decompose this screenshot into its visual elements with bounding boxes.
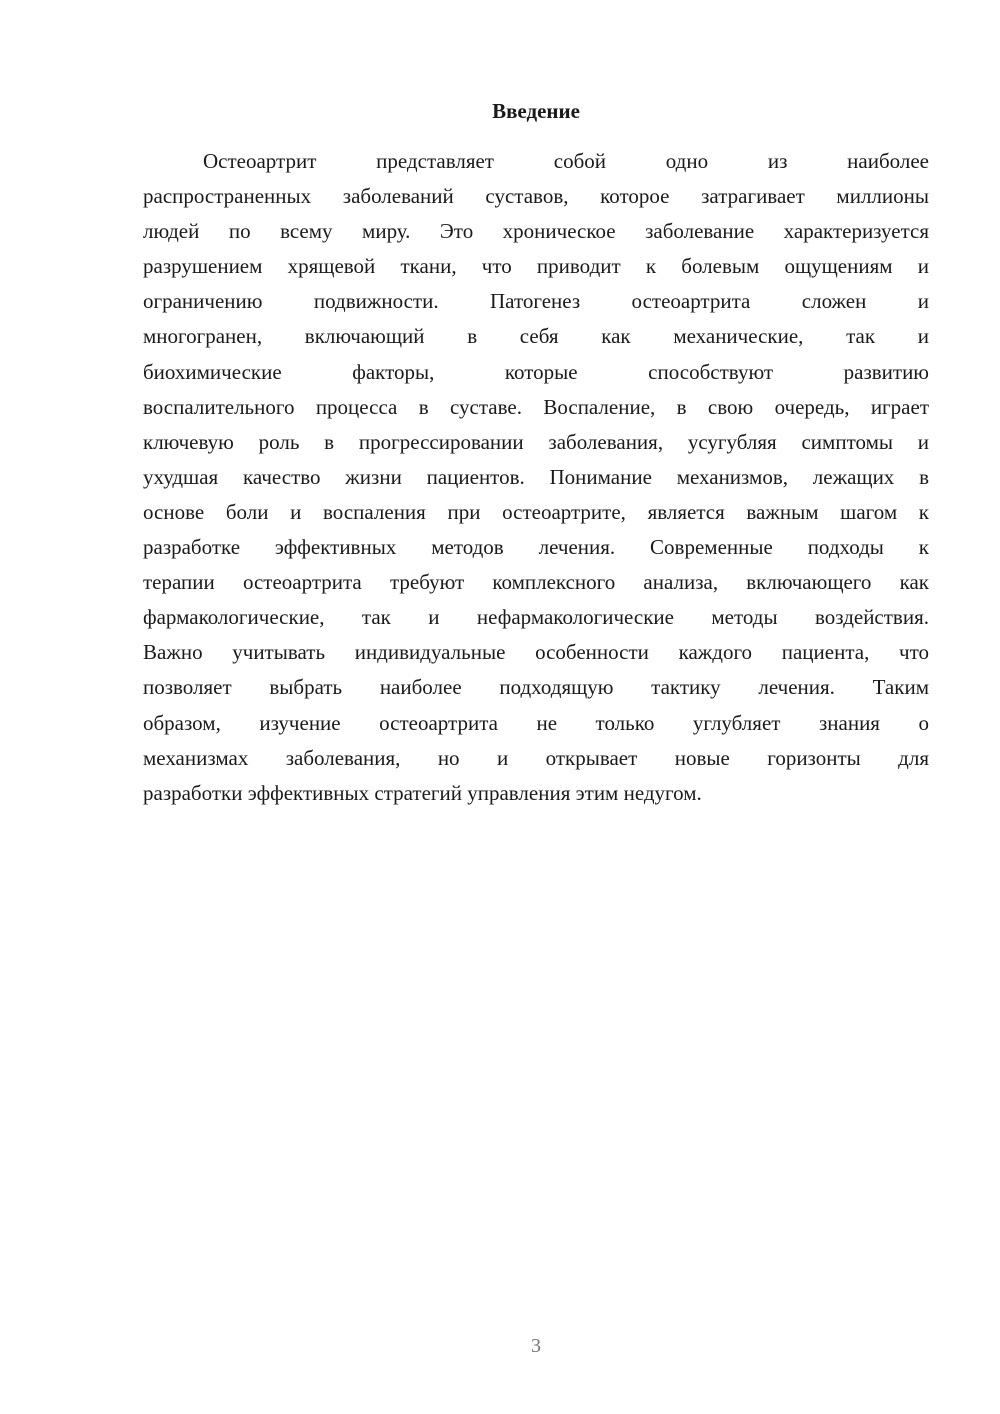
paragraph-line: основе боли и воспаления при остеоартрите, является важным шагом к bbox=[143, 499, 929, 524]
paragraph-line: разрушением хрящевой ткани, что приводит к болевым ощущениям и bbox=[143, 254, 929, 279]
paragraph-line: многогранен, включающий в себя как механические, так и bbox=[143, 324, 929, 349]
paragraph-line: механизмах заболевания, но и открывает новые горизонты для bbox=[143, 745, 929, 770]
paragraph-line: Остеоартрит представляет собой одно из наиболее bbox=[203, 149, 929, 173]
paragraph-line: разработке эффективных методов лечения. Современные подходы к bbox=[143, 535, 929, 560]
paragraph-line: Важно учитывать индивидуальные особенности каждого пациента, что bbox=[143, 640, 929, 665]
paragraph-line: биохимические факторы, которые способствуют развитию bbox=[143, 359, 929, 384]
paragraph-line: ограничению подвижности. Патогенез остеоартрита сложен и bbox=[143, 289, 929, 314]
paragraph-line: позволяет выбрать наиболее подходящую тактику лечения. Таким bbox=[143, 675, 929, 700]
paragraph-line: фармакологические, так и нефармакологические методы воздействия. bbox=[143, 605, 929, 630]
body-paragraph bbox=[143, 144, 929, 811]
paragraph-line: разработки эффективных стратегий управления этим недугом. bbox=[143, 780, 702, 805]
paragraph-line: распространенных заболеваний суставов, которое затрагивает миллионы bbox=[143, 184, 929, 209]
paragraph-line: людей по всему миру. Это хроническое заболевание характеризуется bbox=[143, 219, 929, 244]
paragraph-line: воспалительного процесса в суставе. Воспаление, в свою очередь, играет bbox=[143, 394, 929, 419]
paragraph-line: ключевую роль в прогрессировании заболевания, усугубляя симптомы и bbox=[143, 429, 929, 454]
paragraph-line: образом, изучение остеоартрита не только углубляет знания о bbox=[143, 710, 929, 735]
page-number: 3 bbox=[531, 1335, 541, 1357]
paragraph-line: ухудшая качество жизни пациентов. Понимание механизмов, лежащих в bbox=[143, 464, 929, 489]
section-heading: Введение bbox=[492, 99, 580, 123]
paragraph-line: терапии остеоартрита требуют комплексного анализа, включающего как bbox=[143, 570, 929, 595]
